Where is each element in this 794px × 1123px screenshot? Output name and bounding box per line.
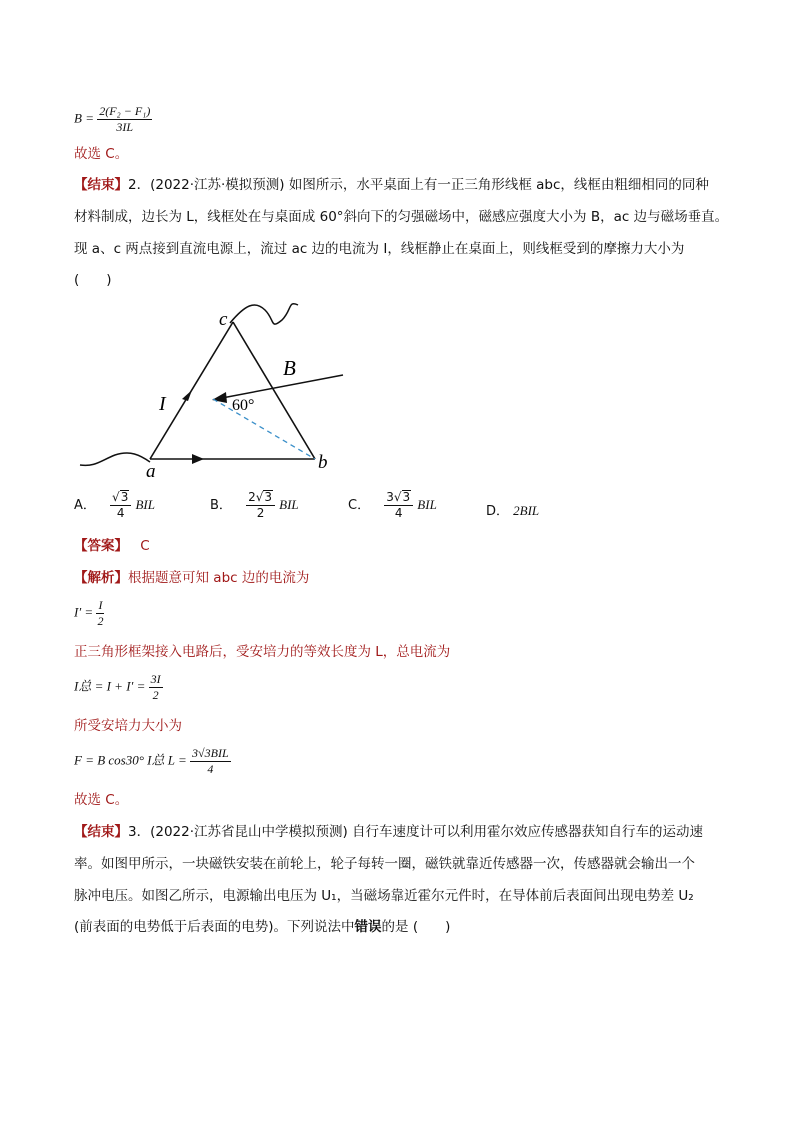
prev-formula [74,104,152,135]
label-b: b [318,452,328,473]
label-B: B [283,356,296,380]
formula-I-prime [74,598,104,629]
q2-analysis1 [74,568,309,588]
analysis1-text: 根据题意可知 abc 边的电流为 [128,570,310,586]
option-b[interactable] [210,490,299,521]
f1-den: 2 [97,614,104,628]
q3-line2: 率。如图甲所示，一块磁铁安装在前轮上，轮子每转一圈，磁铁就靠近传感器一次，传感器就会输出一个 [74,856,695,872]
f2-num: 3I [150,672,161,686]
f3-num: 3√3BIL [192,746,229,760]
f2-lhs: I总 = I + I′ = [74,678,146,694]
edge-cb [233,322,315,459]
q3-line4-post: 的是 ( ) [381,919,451,935]
option-a-den: 4 [116,506,125,520]
option-b-letter: B． [210,498,232,513]
option-c-letter: C． [348,498,371,513]
f1-fraction [96,598,104,629]
q2-paren: ( ) [74,272,112,288]
f1-num: I [98,598,103,612]
b-field-arrow-icon [212,392,227,403]
label-c: c [219,309,228,330]
option-b-num: 3 [264,490,272,504]
option-a-num: 3 [120,490,129,504]
q2-conclusion: 故选 C。 [74,792,129,808]
option-d[interactable] [486,500,539,519]
q2-analysis3: 所受安培力大小为 [74,718,182,734]
prev-formula-fraction [97,104,152,135]
option-a-letter: A． [74,498,96,513]
option-c-den: 4 [394,506,403,520]
option-c-fraction: $\frac{3√3}{4}$ [384,490,413,521]
analysis-tag: 【解析】 [74,570,128,586]
dashed-projection [213,399,315,459]
q2-line2: 材料制成，边长为 L，线框处在与桌面成 60°斜向下的匀强磁场中，磁感应强度大小为 B，ac 边与磁场垂直。 [74,209,729,225]
f3-lhs: F = B cos30° I总 L = [74,752,187,768]
formula-I-total [74,672,163,703]
option-d-text: 2BIL [513,503,540,518]
option-b-tail: BIL [279,497,299,512]
answer-tag: 【答案】 [74,538,128,554]
q2-line3: 现 a、c 两点接到直流电源上，流过 ac 边的电流为 I，线框静止在桌面上，则线框受到的摩擦力大小为 [74,241,685,257]
f3-fraction [190,746,231,777]
prev-formula-num: 2(F₂ − F₁) [99,104,151,118]
prev-formula-lhs: B = [74,110,94,126]
answer-value: C [140,538,150,554]
option-c-coef: 3 [386,490,394,504]
q2-answer [74,536,150,556]
f3-den: 4 [207,762,214,776]
label-I: I [159,393,166,415]
option-b-den: 2 [256,506,265,520]
q2-line1-text: 2．(2022·江苏·模拟预测) 如图所示，水平桌面上有一正三角形线框 abc，线框由粗细相同的同种 [128,177,709,193]
prev-conclusion: 故选 C。 [74,146,129,162]
q3-line1 [74,822,703,842]
q3-line3: 脉冲电压。如图乙所示，电源输出电压为 U₁，当磁场靠近霍尔元件时，在导体前后表面间出现电势差 U₂ [74,888,694,904]
option-c-num: 3 [402,490,411,504]
arrow-ac-icon [182,390,192,401]
label-angle: 60° [232,397,255,414]
wire-c-icon [230,304,298,324]
prev-formula-den: 3IL [116,120,134,134]
q2-line1 [74,175,709,195]
formula-force [74,746,231,777]
q3-line4 [74,917,450,937]
option-b-fraction: $\frac{2√3}{2}$ [246,490,275,521]
option-b-coef: 2 [248,490,256,504]
q2-figure-triangle [70,295,360,490]
f2-fraction [149,672,163,703]
q2-analysis2: 正三角形框架接入电路后，受安培力的等效长度为 L，总电流为 [74,644,451,660]
q3-line4-bold: 错误 [354,919,382,935]
label-a: a [146,461,156,482]
q3-line1-text: 3．(2022·江苏省昆山中学模拟预测) 自行车速度计可以利用霍尔效应传感器获知自行车的运动速 [128,824,704,840]
f2-den: 2 [152,688,159,702]
option-c[interactable] [348,490,437,521]
wire-a-icon [80,453,150,465]
option-a-tail: BIL [135,497,155,512]
f1-lhs: I′ = [74,604,94,620]
option-d-letter: D． [486,504,510,519]
option-a-fraction: $\frac{√3}{4}$ [110,490,131,521]
q3-tag: 【结束】 [74,824,128,840]
arrow-ab-icon [192,454,204,464]
option-a[interactable] [74,490,155,521]
option-c-tail: BIL [417,497,437,512]
q3-line4-pre: (前表面的电势低于后表面的电势)。下列说法中 [74,919,355,935]
q2-tag: 【结束】 [74,177,128,193]
